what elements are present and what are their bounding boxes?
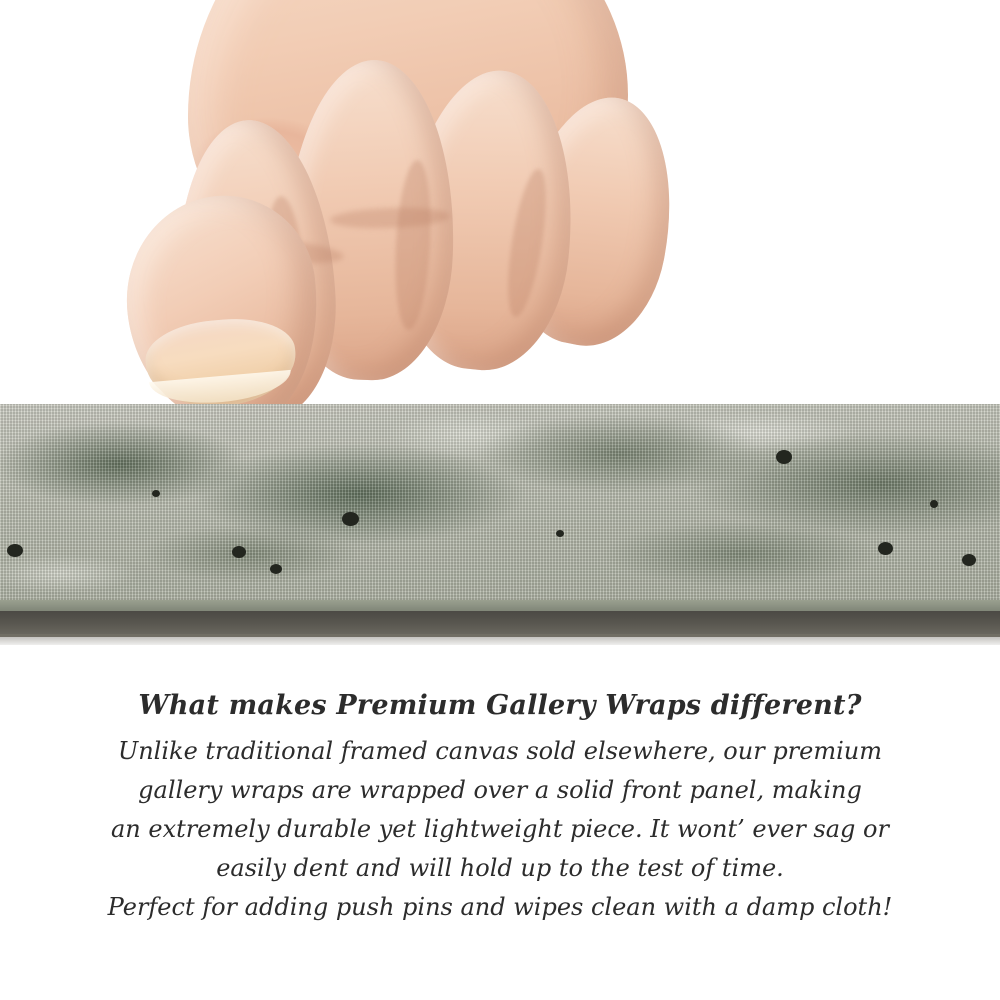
canvas-speck — [232, 546, 246, 558]
caption-headline: What makes Premium Gallery Wraps different? — [138, 690, 862, 721]
canvas-speck — [930, 500, 938, 508]
canvas-speck — [7, 544, 23, 557]
caption-line-4: easily dent and will hold up to the test of time. — [216, 854, 784, 883]
caption-line-5: Perfect for adding push pins and wipes clean with a damp cloth! — [107, 892, 893, 921]
caption-line-1: Unlike traditional framed canvas sold elsewhere, our premium — [117, 737, 882, 766]
caption-block — [0, 690, 1000, 927]
canvas-weave-texture — [0, 404, 1000, 619]
caption-line-2: gallery wraps are wrapped over a solid front panel, making — [138, 776, 862, 805]
canvas-speck — [962, 554, 976, 566]
canvas-speck — [776, 450, 792, 464]
canvas-speck — [152, 490, 160, 497]
canvas-speck — [556, 530, 564, 537]
canvas-edge-texture — [0, 404, 1000, 619]
canvas-speck — [270, 564, 282, 574]
canvas-drop-shadow — [0, 634, 1000, 645]
canvas-speck — [878, 542, 893, 555]
canvas-speck — [342, 512, 359, 526]
hand-illustration — [0, 0, 1000, 420]
caption-line-3: an extremely durable yet lightweight piece. It wont’ ever sag or — [111, 815, 889, 844]
